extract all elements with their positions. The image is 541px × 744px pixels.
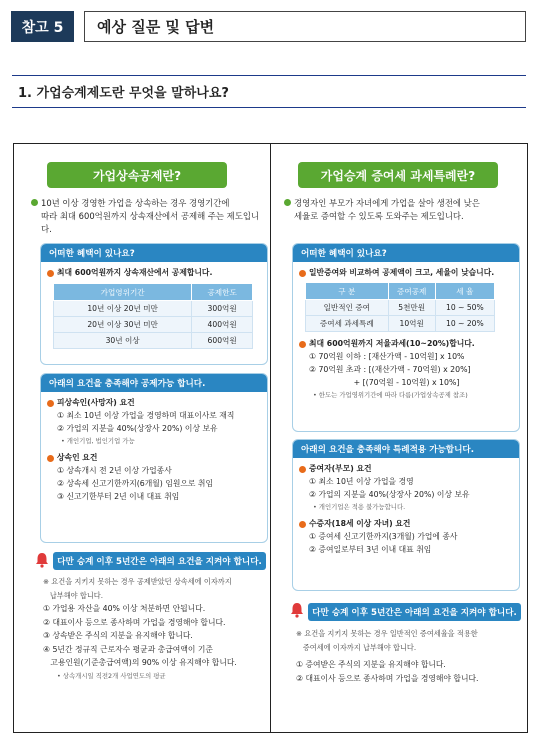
intro-line: 경영자인 부모가 자녀에게 가업을 살아 생전에 낮은 [294, 198, 480, 208]
table-cell: 20년 이상 30년 미만 [54, 317, 192, 333]
table-header: 구 분 [306, 283, 389, 300]
right-requirements-box [292, 439, 520, 591]
intro-line: 10년 이상 경영한 가업을 상속하는 경우 경영기간에 [41, 198, 230, 208]
bullet-icon [299, 270, 306, 277]
requirements-heading: 아래의 요건을 충족해야 공제가능 합니다. [41, 374, 267, 392]
right-banner: 가업승계 증여세 과세특례란? [298, 162, 498, 188]
warning-line: ③ 상속받은 주식의 지분을 유지해야 합니다. [43, 631, 193, 640]
bullet-icon [299, 341, 306, 348]
table-cell: 10억원 [388, 316, 435, 332]
page-title: 예상 질문 및 답변 [84, 11, 526, 42]
left-warning-heading: 다만 승계 이후 5년간은 아래의 요건을 지켜야 합니다. [53, 552, 266, 570]
divider-bottom [12, 107, 526, 108]
divider-top [12, 75, 526, 76]
left-benefit-box [40, 243, 268, 365]
bullet-icon [31, 199, 38, 206]
intro-line: 세율로 증여할 수 있도록 도와주는 제도입니다. [294, 211, 464, 221]
benefit-line: 최대 600억원까지 상속재산에서 공제합니다. [57, 268, 213, 277]
tax-title: 최대 600억원까지 저율과세(10~20%)합니다. [309, 339, 475, 348]
warning-line: 고용인원(기준총급여액)의 90% 이상 유지해야 합니다. [43, 658, 237, 667]
left-banner: 가업상속공제란? [47, 162, 227, 188]
bullet-icon [47, 455, 54, 462]
table-cell: 10년 이상 20년 미만 [54, 301, 192, 317]
table-cell: 300억원 [192, 301, 253, 317]
warning-line: ① 가업용 자산을 40% 이상 처분하면 안됩니다. [43, 604, 206, 613]
table-cell: 증여세 과세특례 [306, 316, 389, 332]
table-cell: 30년 이상 [54, 333, 192, 349]
requirement-item: ② 가업의 지분을 40%(상장사 20%) 이상 보유 [309, 490, 470, 499]
warning-line: ④ 5년간 정규직 근로자수 평균과 총급여액이 기준 [43, 644, 213, 654]
left-panel [13, 143, 270, 733]
right-warning-heading: 다만 승계 이후 5년간은 아래의 요건을 지켜야 합니다. [308, 603, 521, 621]
right-tax-table [305, 282, 495, 332]
requirement-title: 수증자(18세 이상 자녀) 요건 [309, 519, 411, 528]
requirement-title: 상속인 요건 [57, 453, 98, 462]
tax-line: ① 70억원 이하 : [재산가액 - 10억원] x 10% [309, 352, 465, 361]
bullet-icon [284, 199, 291, 206]
reference-badge: 참고 5 [11, 11, 74, 42]
bullet-icon [47, 400, 54, 407]
requirement-title: 피상속인(사망자) 요건 [57, 398, 135, 407]
table-header: 공제한도 [192, 284, 253, 301]
table-cell: 600억원 [192, 333, 253, 349]
tax-line: + [(70억원 - 10억원) x 10%] [309, 378, 460, 387]
alarm-bell-icon [290, 602, 304, 618]
requirement-title: 증여자(부모) 요건 [309, 464, 372, 473]
table-cell: 일반적인 증여 [306, 300, 389, 316]
table-header: 증여공제 [388, 283, 435, 300]
warning-line: ② 대표이사 등으로 종사하며 가업을 경영해야 합니다. [296, 673, 479, 683]
requirement-note: • 개인기업은 적용 불가능합니다. [313, 503, 406, 511]
requirement-note: • 개인기업, 법인기업 가능 [61, 437, 135, 445]
warning-line: 납부해야 합니다. [43, 590, 104, 600]
right-panel [270, 143, 527, 733]
table-cell: 10 ~ 20% [435, 316, 494, 332]
left-deduction-table [53, 283, 253, 349]
question-heading: 1. 가업승계제도란 무엇을 말하나요? [18, 86, 229, 101]
requirement-item: ① 최소 10년 이상 가업을 경영하며 대표이사로 재직 [57, 411, 235, 420]
requirement-item: ② 상속세 신고기한까지(6개월) 임원으로 취임 [57, 479, 213, 488]
requirement-item: ① 최소 10년 이상 가업을 경영 [309, 477, 414, 486]
right-warning-body [296, 627, 524, 685]
right-benefit-box [292, 243, 520, 432]
benefit-heading: 어떠한 혜택이 있나요? [293, 244, 519, 262]
benefit-line: 일반증여와 비교하여 공제액이 크고, 세율이 낮습니다. [309, 268, 495, 277]
warning-line: ※ 요건을 지키지 못하는 경우 공제받았던 상속세에 이자까지 [43, 577, 232, 586]
warning-line: ② 대표이사 등으로 종사하며 가업을 경영해야 합니다. [43, 617, 226, 627]
left-warning-body [43, 575, 269, 683]
warning-note: • 상속개시일 직전2개 사업연도의 평균 [57, 671, 166, 680]
requirement-item: ③ 신고기한부터 2년 이내 대표 취임 [57, 492, 180, 501]
table-cell: 10 ~ 50% [435, 300, 494, 316]
tax-note: • 한도는 가업영위기간에 따라 다름(가업상속공제 참조) [313, 391, 468, 399]
right-intro [284, 197, 524, 223]
requirement-item: ① 상속개시 전 2년 이상 가업종사 [57, 466, 172, 475]
table-cell: 400억원 [192, 317, 253, 333]
table-header: 가업영위기간 [54, 284, 192, 301]
bullet-icon [299, 521, 306, 528]
warning-line: 증여세에 이자까지 납부해야 합니다. [296, 642, 417, 652]
alarm-bell-icon [35, 552, 49, 568]
table-header: 세 율 [435, 283, 494, 300]
table-cell: 5천만원 [388, 300, 435, 316]
bullet-icon [47, 270, 54, 277]
left-intro [31, 197, 267, 236]
requirement-item: ② 증여일로부터 3년 이내 대표 취임 [309, 545, 432, 554]
requirement-item: ① 증여세 신고기한까지(3개월) 가업에 종사 [309, 532, 458, 541]
intro-line: 따라 최대 600억원까지 상속재산에서 공제해 주는 제도입니다. [41, 211, 260, 234]
warning-line: ※ 요건을 지키지 못하는 경우 일반적인 증여세율을 적용한 [296, 629, 478, 638]
warning-line: ① 증여받은 주식의 지분을 유지해야 합니다. [296, 660, 446, 669]
benefit-heading: 어떠한 혜택이 있나요? [41, 244, 267, 262]
requirements-heading: 아래의 요건을 충족해야 특례적용 가능합니다. [293, 440, 519, 458]
tax-line: ② 70억원 초과 : [(재산가액 - 70억원) x 20%] [309, 365, 471, 374]
requirement-item: ② 가업의 지분을 40%(상장사 20%) 이상 보유 [57, 424, 218, 433]
left-requirements-box [40, 373, 268, 543]
bullet-icon [299, 466, 306, 473]
